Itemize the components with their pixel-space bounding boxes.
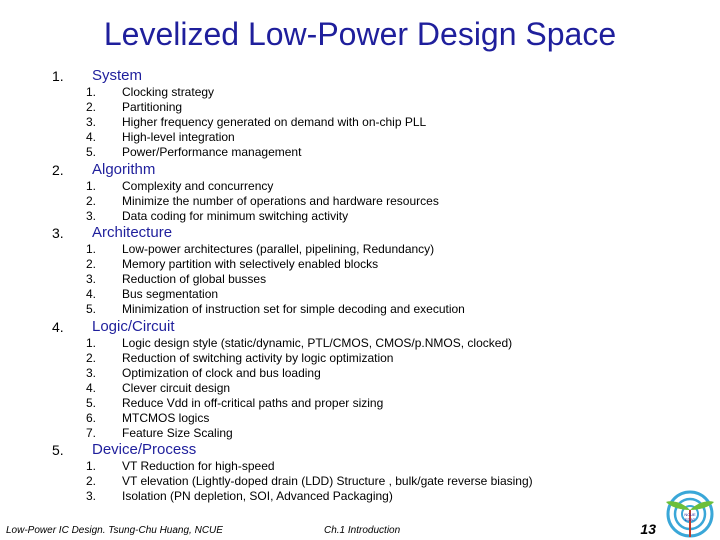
- list-item: [0, 272, 720, 287]
- list-item: [0, 426, 720, 441]
- item-text: Feature Size Scaling: [122, 426, 233, 440]
- list-item: [0, 302, 720, 317]
- list-item: [0, 179, 720, 194]
- item-text: Minimization of instruction set for simple decoding and execution: [122, 302, 465, 316]
- list-item: [0, 474, 720, 489]
- list-item: [0, 351, 720, 366]
- list-item: [0, 145, 720, 160]
- item-text: High-level integration: [122, 130, 235, 144]
- section-title: Algorithm: [92, 161, 156, 178]
- item-text: Reduction of switching activity by logic optimization: [122, 351, 394, 365]
- item-number: 4.: [86, 381, 97, 395]
- list-item: [0, 287, 720, 302]
- item-text: VT Reduction for high-speed: [122, 459, 275, 473]
- item-number: 1.: [86, 85, 97, 99]
- section-number: 3.: [52, 225, 64, 241]
- list-item: [0, 115, 720, 130]
- section-number: 2.: [52, 162, 64, 178]
- item-text: Complexity and concurrency: [122, 179, 274, 193]
- item-number: 1.: [86, 336, 97, 350]
- section-number: 1.: [52, 68, 64, 84]
- item-number: 1.: [86, 179, 97, 193]
- item-text: Optimization of clock and bus loading: [122, 366, 321, 380]
- item-number: 2.: [86, 474, 97, 488]
- item-number: 5.: [86, 145, 97, 159]
- item-text: Memory partition with selectively enabled blocks: [122, 257, 379, 271]
- list-item: [0, 194, 720, 209]
- list-item: [0, 100, 720, 115]
- item-number: 5.: [86, 396, 97, 410]
- section-items: [0, 85, 720, 160]
- item-number: 6.: [86, 411, 97, 425]
- item-number: 7.: [86, 426, 97, 440]
- section-title: Architecture: [92, 224, 173, 241]
- section-title: System: [92, 67, 143, 84]
- list-item: [0, 411, 720, 426]
- item-text: Power/Performance management: [122, 145, 302, 159]
- item-text: Clocking strategy: [122, 85, 215, 99]
- list-item: [0, 381, 720, 396]
- section-items: [0, 242, 720, 317]
- item-number: 3.: [86, 489, 97, 503]
- item-number: 2.: [86, 194, 97, 208]
- list-item: [0, 85, 720, 100]
- item-number: 2.: [86, 257, 97, 271]
- slide-title: Levelized Low-Power Design Space: [103, 16, 617, 52]
- section-title: Device/Process: [92, 441, 197, 458]
- item-text: VT elevation (Lightly-doped drain (LDD) Structure , bulk/gate reverse biasing): [122, 474, 533, 488]
- section-number: 4.: [52, 319, 64, 335]
- section-items: [0, 459, 720, 504]
- item-text: Data coding for minimum switching activity: [122, 209, 349, 223]
- item-text: Clever circuit design: [122, 381, 231, 395]
- section-title: Logic/Circuit: [92, 318, 175, 335]
- item-number: 1.: [86, 242, 97, 256]
- logo-text-bottom: EDAT: [684, 517, 696, 522]
- item-text: Reduction of global busses: [122, 272, 267, 286]
- section-header: [0, 318, 720, 336]
- list-item: [0, 242, 720, 257]
- item-text: Reduce Vdd in off-critical paths and proper sizing: [122, 396, 384, 410]
- item-number: 1.: [86, 459, 97, 473]
- item-number: 2.: [86, 351, 97, 365]
- item-number: 3.: [86, 272, 97, 286]
- list-item: [0, 130, 720, 145]
- item-text: Logic design style (static/dynamic, PTL/CMOS, CMOS/p.NMOS, clocked): [122, 336, 513, 350]
- page-number: 13: [640, 521, 656, 537]
- item-text: Minimize the number of operations and hardware resources: [122, 194, 439, 208]
- list-item: [0, 459, 720, 474]
- list-item: [0, 396, 720, 411]
- item-number: 3.: [86, 366, 97, 380]
- footer-chapter: Ch.1 Introduction: [324, 525, 401, 536]
- item-number: 5.: [86, 302, 97, 316]
- item-number: 3.: [86, 115, 97, 129]
- item-text: MTCMOS logics: [122, 411, 210, 425]
- footer-course-author: Low-Power IC Design. Tsung-Chu Huang, NCUE: [6, 525, 223, 536]
- list-item: [0, 336, 720, 351]
- list-item: [0, 366, 720, 381]
- item-number: 3.: [86, 209, 97, 223]
- section-number: 5.: [52, 442, 64, 458]
- item-text: Bus segmentation: [122, 287, 219, 301]
- section-algorithm: [0, 161, 720, 224]
- list-item: [0, 257, 720, 272]
- section-header: [0, 441, 720, 459]
- section-architecture: [0, 224, 720, 317]
- section-device-process: [0, 441, 720, 504]
- item-text: Isolation (PN depletion, SOI, Advanced Packaging): [122, 489, 393, 503]
- list-item: [0, 489, 720, 504]
- item-number: 2.: [86, 100, 97, 114]
- logo-text-top: NCUE: [684, 512, 696, 517]
- section-header: [0, 67, 720, 85]
- section-system: [0, 67, 720, 160]
- item-text: Low-power architectures (parallel, pipelining, Redundancy): [122, 242, 435, 256]
- section-header: [0, 161, 720, 179]
- item-text: Higher frequency generated on demand with on-chip PLL: [122, 115, 427, 129]
- item-number: 4.: [86, 287, 97, 301]
- section-items: [0, 179, 720, 224]
- list-item: [0, 209, 720, 224]
- ncue-logo-icon: [662, 480, 718, 538]
- item-number: 4.: [86, 130, 97, 144]
- section-items: [0, 336, 720, 441]
- item-text: Partitioning: [122, 100, 183, 114]
- section-header: [0, 224, 720, 242]
- section-logic-circuit: [0, 318, 720, 441]
